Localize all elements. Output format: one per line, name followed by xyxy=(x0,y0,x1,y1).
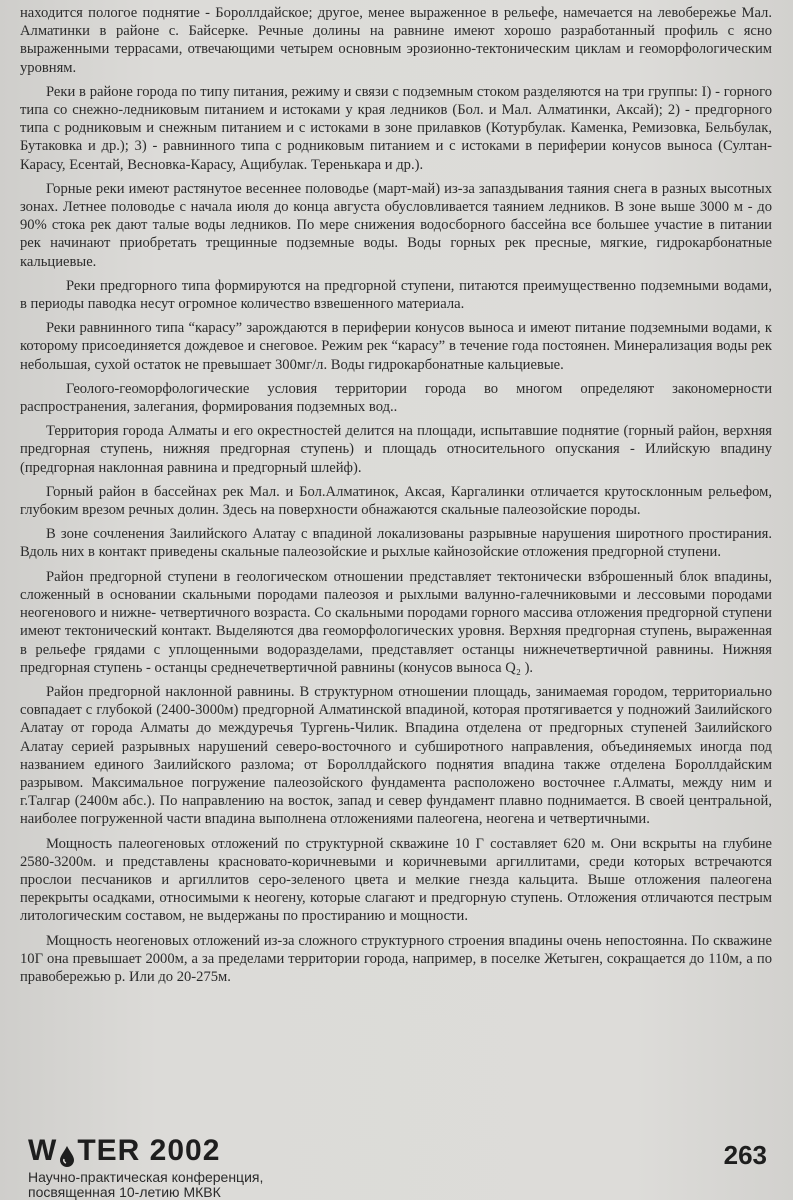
paragraph: Горные реки имеют растянутое весеннее половодье (март-май) из-за запаздывания таяния снега в разных высотных зонах. Летнее половодье с начала июля до конца августа обусловливается таянием ледников. В зоне выше 3000 м - до 90% стока рек дают талые воды ледников. По мере снижения водосборного бассейна все большее участие в питании рек начинают приобретать трещинные подземные воды. Воды горных рек пресные, мягкие, гидрокарбонатные кальциевые. xyxy=(20,180,772,270)
paragraph: находится пологое поднятие - Бороллдайское; другое, менее выраженное в рельефе, намечается на левобережье Мал. Алматинки в районе с. Байсерке. Речные долины на равнине имеют хорошо разработанный профиль с ясно выраженными террасами, отвечающими четырем основным эрозионно-тектоническим циклам и геоморфологическим уровням. xyxy=(20,5,772,76)
water-drop-icon xyxy=(59,1141,75,1163)
paragraph: Мощность палеогеновых отложений по структурной скважине 10 Г составляет 620 м. Они вскрыты на глубине 2580-3200м. и представлены красновато-коричневыми и коричневыми аргиллитами, среди которых встречаются прослои песчаников и аргиллитов серо-зеленого цвета и мелкие гнезда кальцита. Выше отложения палеогена перекрыты осадками, относимыми к неогену, которые слагают и предгорную ступень. Отложения отличаются пестрым литологическим составом, не выдержаны по простиранию и мощности. xyxy=(20,835,772,925)
paragraph: Горный район в бассейнах рек Мал. и Бол.Алматинок, Аксая, Каргалинки отличается крутосклонным рельефом, глубоким врезом речных долин. Здесь на поверхности обнажаются скальные палеозойские породы. xyxy=(20,483,772,519)
paragraph: В зоне сочленения Заилийского Алатау с впадиной локализованы разрывные нарушения широтного простирания. Вдоль них в контакт приведены скальные палеозойские и рыхлые кайнозойские отложения предгорной ступени. xyxy=(20,526,772,561)
paragraph: Территория города Алматы и его окрестностей делится на площади, испытавшие поднятие (горный район, верхняя предгорная ступень, нижняя предгорная ступень) и площадь относительного опускания - Илийскую впадину (предгорная наклонная равнина и предгорный шлейф). xyxy=(20,423,772,476)
water-2002-logo xyxy=(28,1134,220,1168)
paragraph: Мощность неогеновых отложений из-за сложного структурного строения впадины очень непостоянна. По скважине 10Г она превышает 2000м, а за пределами территории города, например, в поселке Жетыген, сокращается до 110м, а по правобережью р. Или до 20-275м. xyxy=(20,932,772,985)
paragraph: Район предгорной наклонной равнины. В структурном отношении площадь, занимаемая городом, территориально совпадает с глубокой (2400-3000м) предгорной Алматинской впадиной, которая протягивается у подножий Заилийского Алатау от города Алматы до междуречья Тургень-Чилик. Впадина отделена от предгорных ступеней Заилийского Алатау серией разрывных нарушений северо-восточного и субширотного направления, объединяемых иногда под названием единого Заилийского разлома; от Бороллдайского поднятия впадина также отделена Бороллдайским разрывом. Максимальное погружение палеозойского фундамента расположено восточнее г.Алматы, между ним и г.Талгар (2400м абс.). По направлению на восток, запад и север фундамент плавно поднимается. В своей центральной, наиболее погруженной части впадина выполнена отложениями палеогена, неогена и четвертичными. xyxy=(20,683,772,828)
conference-caption xyxy=(28,1170,263,1200)
logo-letter-w: W xyxy=(28,1134,58,1167)
conference-line: посвященная 10-летию МКВК xyxy=(28,1184,221,1200)
body-text xyxy=(20,4,772,986)
paragraph: Реки в районе города по типу питания, режиму и связи с подземным стоком разделяются на три группы: I) - горного типа со снежно-ледниковым питанием и истоками у края ледников (Бол. и Мал. Алматинки, Аксай); 2) - предгорного типа с родниковым и снежным питанием и с истоками в зоне прилавков (Котурбулак. Каменка, Ремизовка, Бельбулак, Бутаковка и др.); 3) - равнинного типа с родниковым питанием и с истоками в периферии конусов выноса (Султан-Карасу, Есентай, Весновка-Карасу, Ащибулак. Теренькара и др.). xyxy=(20,83,772,173)
page-footer xyxy=(0,1130,793,1200)
page-number: 263 xyxy=(723,1140,767,1170)
paragraph: Геолого-геоморфологические условия территории города во многом определяют закономерности распространения, залегания, формирования подземных вод.. xyxy=(20,380,772,416)
paragraph: Реки предгорного типа формируются на предгорной ступени, питаются преимущественно подземными водами, в периоды паводка несут огромное количество взвешенного материала. xyxy=(20,277,772,313)
paragraph: Район предгорной ступени в геологическом отношении представляет тектонически взброшенный блок впадины, сложенный в основании скальными породами палеозоя и рыхлыми валунно-галечниковыми и лессовыми породами неогенового и нижне- четвертичного возраста. Со скальными породами горного массива отложения предгорной ступени имеют тектонический контакт. Выделяются два геоморфологических уровня. Верхняя предгорная ступень, выраженная в рельефе грядами с уплощенными водоразделами, представляет останцы нижнечетвертичной равнины. Нижняя предгорная ступень - останцы среднечетвертичной равнины (конусов выноса Q₂ ). xyxy=(20,568,772,676)
paragraph: Реки равнинного типа “карасу” зарождаются в периферии конусов выноса и имеют питание подземными водами, к которому присоединяется дождевое и снеговое. Режим рек “карасу” в течение года постоянен. Минерализация воды рек небольшая, сухой остаток не превышает 300мг/л. Воды гидрокарбонатные кальциевые. xyxy=(20,320,772,373)
logo-text: TER 2002 xyxy=(77,1134,221,1167)
conference-line: Научно-практическая конференция, xyxy=(28,1169,264,1185)
